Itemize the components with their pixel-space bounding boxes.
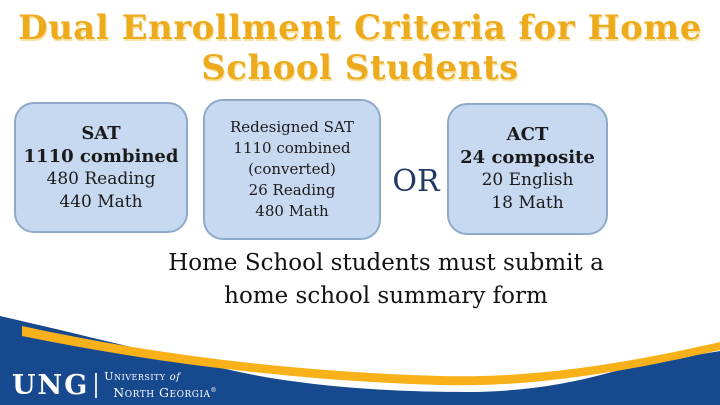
- submission-note-line2: home school summary form: [224, 283, 548, 309]
- ung-logo-of-text: of: [169, 372, 181, 383]
- act-math-score: 18 Math: [491, 193, 564, 213]
- ung-logo-university-line: [104, 371, 217, 384]
- ung-logo-wordmark: [104, 371, 217, 400]
- slide-title-line1: Dual Enrollment Criteria for Home: [18, 8, 702, 48]
- ung-logo-northgeorgia-line: [104, 384, 217, 400]
- ung-logo-trademark: ®: [210, 387, 218, 394]
- act-english-score: 20 English: [481, 170, 574, 190]
- rsat-header: Redesigned SAT: [230, 118, 354, 136]
- ung-logo-northgeorgia-text: North Georgia: [113, 385, 211, 401]
- rsat-reading-score: 26 Reading: [248, 181, 336, 199]
- act-composite-score: 24 composite: [460, 147, 595, 168]
- sat-header: SAT: [81, 122, 121, 144]
- sat-combined-score: 1110 combined: [23, 145, 179, 167]
- criteria-box-act: [447, 103, 608, 235]
- submission-note: [52, 247, 720, 313]
- slide-title-line2: School Students: [201, 48, 519, 88]
- or-connector: OR: [392, 164, 440, 199]
- ung-logo: [12, 371, 217, 400]
- act-header: ACT: [506, 124, 549, 145]
- criteria-box-redesigned-sat: [203, 99, 381, 240]
- rsat-converted-note: (converted): [248, 160, 336, 178]
- ung-logo-divider: [95, 373, 97, 398]
- rsat-math-score: 480 Math: [255, 202, 329, 220]
- criteria-box-sat: [14, 102, 188, 233]
- ung-logo-university-text: University: [104, 370, 170, 383]
- slide-title: [0, 8, 720, 88]
- sat-reading-score: 480 Reading: [46, 168, 156, 189]
- submission-note-line1: Home School students must submit a: [168, 250, 604, 276]
- rsat-combined-score: 1110 combined: [233, 139, 351, 157]
- ung-logo-acronym: UNG: [12, 369, 90, 401]
- sat-math-score: 440 Math: [59, 191, 143, 212]
